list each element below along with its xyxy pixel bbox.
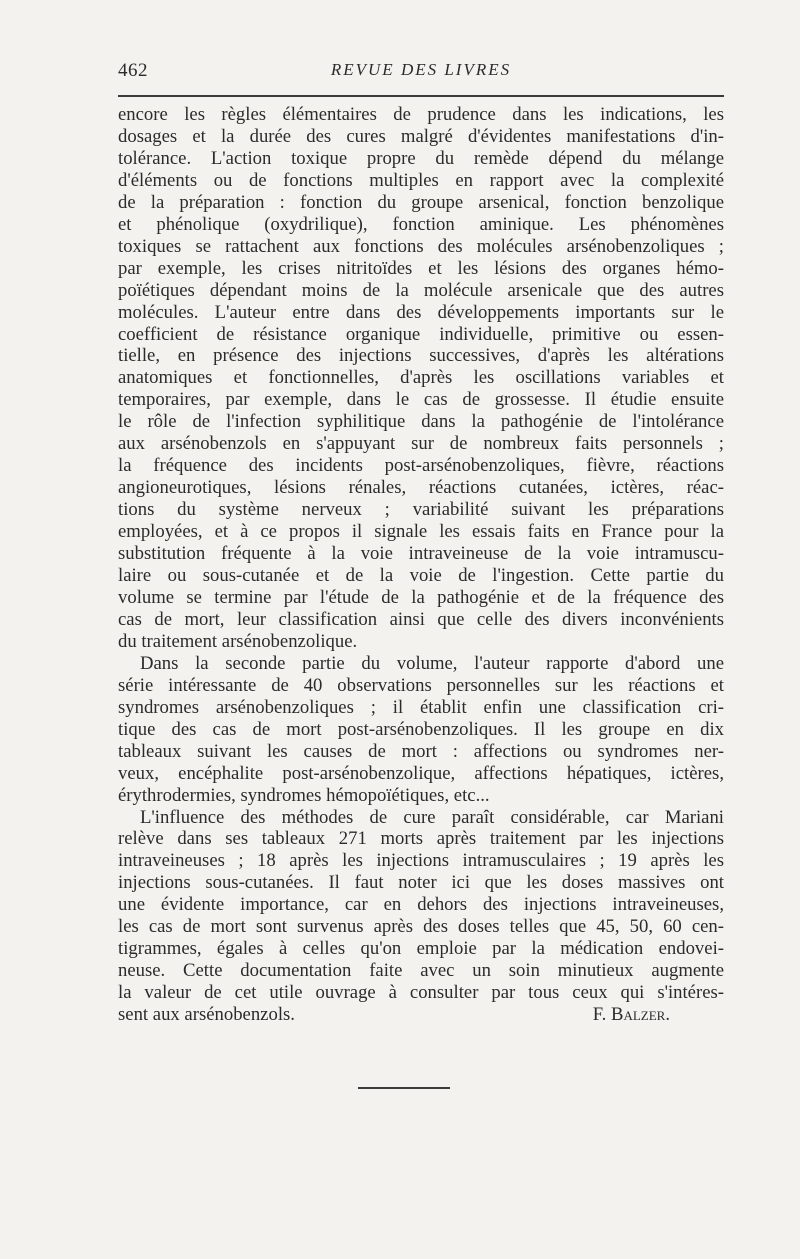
text-line: les cas de mort sont survenus après des doses telles que 45, 50, 60 cen- xyxy=(118,916,724,938)
text-line: L'influence des méthodes de cure paraît considérable, car Mariani xyxy=(140,806,724,828)
text-line: tableaux suivant les causes de mort : affections ou syndromes ner- xyxy=(118,740,724,762)
text-line: la fréquence des incidents post-arsénobenzoliques, fièvre, réactions xyxy=(118,455,724,477)
text-line: encore les règles élémentaires de prudence dans les indications, les xyxy=(118,104,724,125)
closing-text: sent aux arsénobenzols. xyxy=(118,1004,295,1026)
page-number: 462 xyxy=(118,60,148,81)
text-line: d'éléments ou de fonctions multiples en rapport avec la complexité xyxy=(118,169,724,191)
text-line: dosages et la durée des cures malgré d'évidentes manifestations d'in- xyxy=(118,125,724,147)
text-line: relève dans ses tableaux 271 morts après traitement par les injections xyxy=(118,828,724,850)
text-line: par exemple, les crises nitritoïdes et les lésions des organes hémo- xyxy=(118,257,724,279)
text-line: employées, et à ce propos il signale les essais faits en France pour la xyxy=(118,521,724,543)
text-line: du traitement arsénobenzolique. xyxy=(118,630,358,652)
text-line: temporaires, par exemple, dans le cas de grossesse. Il étudie ensuite xyxy=(118,389,724,411)
page-header xyxy=(118,60,724,90)
text-line: coefficient de résistance organique individuelle, primitive ou essen- xyxy=(118,323,724,345)
text-line: syndromes arsénobenzoliques ; il établit enfin une classification cri- xyxy=(118,696,724,718)
text-line: laire ou sous-cutanée et de la voie de l'ingestion. Cette partie du xyxy=(118,565,724,587)
text-line: une évidente importance, car en dehors des injections intraveineuses, xyxy=(118,894,724,916)
text-line: cas de mort, leur classification ainsi que celle des divers inconvénients xyxy=(118,608,724,630)
text-line: aux arsénobenzols en s'appuyant sur de nombreux faits personnels ; xyxy=(118,433,724,455)
text-line: Dans la seconde partie du volume, l'auteur rapporte d'abord une xyxy=(140,652,724,674)
text-line: injections sous-cutanées. Il faut noter ici que les doses massives ont xyxy=(118,872,724,894)
text-line: de la préparation : fonction du groupe arsenical, fonction benzolique xyxy=(118,191,724,213)
end-rule xyxy=(358,1087,450,1089)
text-line: anatomiques et fonctionnelles, d'après les oscillations variables et xyxy=(118,367,724,389)
text-line: le rôle de l'infection syphilitique dans la pathogénie de l'intolérance xyxy=(118,411,724,433)
text-line: tigrammes, égales à celles qu'on emploie par la médication endovei- xyxy=(118,938,724,960)
text-line: volume se termine par l'étude de la pathogénie et de la fréquence des xyxy=(118,586,724,608)
text-line: poïétiques dépendant moins de la molécule arsenicale que des autres xyxy=(118,279,724,301)
text-line: érythrodermies, syndromes hémopoïétiques, etc... xyxy=(118,784,490,806)
text-line: toxiques se rattachent aux fonctions des molécules arsénobenzoliques ; xyxy=(118,235,724,257)
text-line: tions du système nerveux ; variabilité suivant les préparations xyxy=(118,499,724,521)
header-rule xyxy=(118,95,724,97)
text-line: la valeur de cet utile ouvrage à consulter par tous ceux qui s'intéres- xyxy=(118,982,724,1004)
text-line: veux, encéphalite post-arsénobenzolique, affections hépatiques, ictères, xyxy=(118,762,724,784)
running-title: REVUE DES LIVRES xyxy=(330,60,512,79)
text-line: tielle, en présence des injections successives, d'après les altérations xyxy=(118,345,724,367)
review-text xyxy=(118,104,724,1026)
text-line: et phénolique (oxydrilique), fonction aminique. Les phénomènes xyxy=(118,213,724,235)
closing-line xyxy=(118,1004,724,1026)
text-line: angioneurotiques, lésions rénales, réactions cutanées, ictères, réac- xyxy=(118,477,724,499)
text-line: tique des cas de mort post-arsénobenzoliques. Il les groupe en dix xyxy=(118,718,724,740)
text-line: série intéressante de 40 observations personnelles sur les réactions et xyxy=(118,674,724,696)
text-line: tolérance. L'action toxique propre du remède dépend du mélange xyxy=(118,147,724,169)
review-author: F. Balzer. xyxy=(592,1004,670,1026)
text-line: neuse. Cette documentation faite avec un soin minutieux augmente xyxy=(118,960,724,982)
text-line: molécules. L'auteur entre dans des développements importants sur le xyxy=(118,301,724,323)
text-line: intraveineuses ; 18 après les injections intramusculaires ; 19 après les xyxy=(118,850,724,872)
text-line: substitution fréquente à la voie intraveineuse de la voie intramuscu- xyxy=(118,543,724,565)
